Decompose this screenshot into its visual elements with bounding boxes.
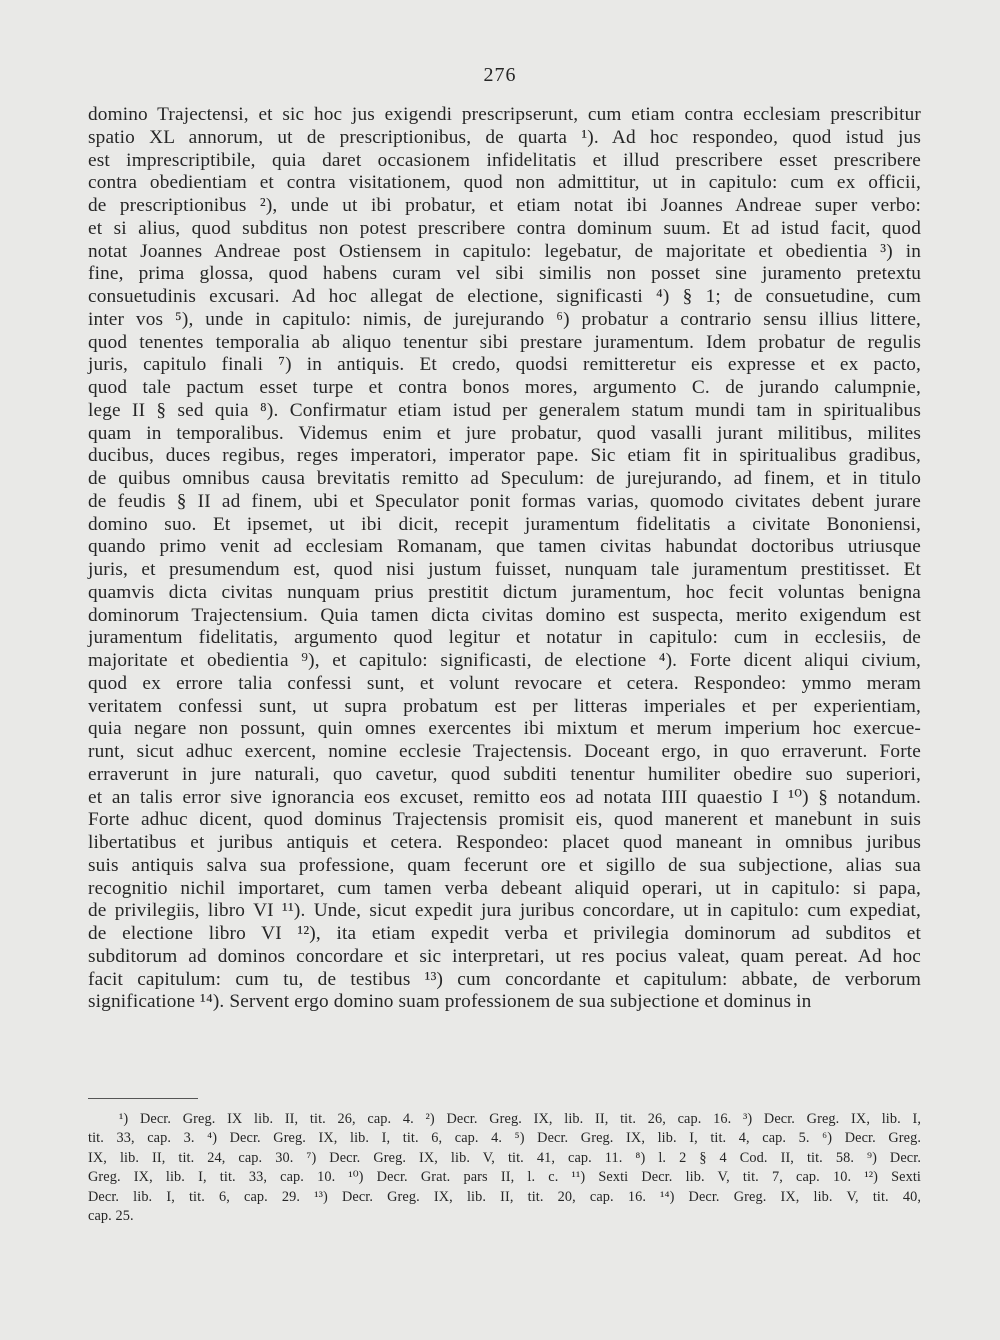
text-line: quia negare non possunt, quin omnes exercentes ibi mixtum et merum imperium hoc exercue- <box>88 718 921 740</box>
text-line: est imprescriptibile, quia daret occasionem infidelitatis et illud prescribere esset prescribere <box>88 149 921 171</box>
text-line: juris, et presumendum est, quod nisi justum fuisset, nunquam tale juramentum prestitisset. Et <box>88 559 921 580</box>
text-line: runt, sicut adhuc exercent, nomine ecclesie Trajectensis. Doceant ergo, in quo erraverunt. Forte <box>88 741 921 762</box>
text-line: consuetudinis excusari. Ad hoc allegat de electione, significasti ⁴) § 1; de consuetudine, cum <box>88 286 921 307</box>
text-line: de electione libro VI ¹²), ita etiam expedit verba et privilegia dominorum ad subditos et <box>88 923 921 944</box>
footnote-line: cap. 25. <box>88 1208 134 1225</box>
text-line: quod tenentes temporalia ab aliquo tenentur sibi prestare juramentum. Idem probatur de regulis <box>88 331 921 353</box>
page-number: 276 <box>483 64 517 86</box>
text-line: libertatibus et juribus antiquis et cetera. Respondeo: placet quod maneant in omnibus juribus <box>88 832 921 853</box>
text-line: domino Trajectensi, et sic hoc jus exigendi prescripserunt, cum etiam contra ecclesiam prescribitur <box>88 104 921 125</box>
text-line: de privilegiis, libro VI ¹¹). Unde, sicut expedit jura juribus concordare, ut in capitulo: cum expediat, <box>88 900 921 922</box>
text-line: quod tale pactum esset turpe et contra bonos mores, argumento C. de jurando calumpnie, <box>88 377 921 398</box>
text-line: subditorum ad dominos concordare et sic interpretari, ut res pocius valeat, quam pereat. Ad hoc <box>88 945 921 967</box>
body-text <box>88 104 921 1014</box>
text-line: ducibus, duces regibus, reges imperatori, imperator pape. Sic etiam fit in spiritualibus gradibus, <box>88 445 921 467</box>
footnote-line: IX, lib. II, tit. 24, cap. 30. ⁷) Decr. Greg. IX, lib. V, tit. 41, cap. 11. ⁸) l. 2 § 4 Cod. II, tit. 58. ⁹) Decr. <box>88 1149 921 1166</box>
text-line: juramentum fidelitatis, argumento quod legitur et notatur in capitulo: cum in ecclesiis, de <box>88 627 921 649</box>
text-line: quando primo venit ad ecclesiam Romanam, que tamen civitas habundat doctoribus utriusque <box>88 536 921 558</box>
text-line: quamvis dicta civitas nunquam prius prestitit dictum juramentum, hoc fecit voluntas benigna <box>88 581 921 603</box>
text-line: spatio XL annorum, ut de prescriptionibus, de quarta ¹). Ad hoc respondeo, quod istud jus <box>88 126 921 148</box>
text-line: et si alius, quod subditus non potest prescribere contra dominum suum. Et ad istud facit, quod <box>88 217 921 239</box>
text-line: et an talis error sive ignorancia eos excuset, remitto eos ad notata IIII quaestio I ¹⁰) § notandum. <box>88 786 921 808</box>
text-line: de prescriptionibus ²), unde ut ibi probatur, et etiam notat ibi Joannes Andreae super verbo: <box>88 195 921 216</box>
text-line: inter vos ⁵), unde in capitulo: nimis, de jurejurando ⁶) probatur a contrario sensu illius littere, <box>88 308 921 330</box>
footnotes <box>88 1110 921 1226</box>
text-line: juris, capitulo finali ⁷) in antiquis. Et credo, quodsi remitteretur eis expresse et ex pacto, <box>88 354 921 376</box>
text-line: significatione ¹⁴). Servent ergo domino suam professionem de sua subjectione et dominus in <box>88 991 812 1013</box>
text-line: notat Joannes Andreae post Ostiensem in capitulo: legebatur, de majoritate et obedientia ³) in <box>88 240 921 262</box>
text-line: veritatem confessi sunt, ut supra probatum est per litteras imperiales et per experientiam, <box>88 695 921 717</box>
text-line: fine, prima glossa, quod habens curam vel sibi similis non posset sine juramento pretextu <box>88 263 921 285</box>
footnote-line: Greg. IX, lib. I, tit. 33, cap. 10. ¹⁰) Decr. Grat. pars II, l. c. ¹¹) Sexti Decr. lib. V, tit. 7, cap. 10. ¹²) Sexti <box>88 1169 921 1186</box>
text-line: dominorum Trajectensium. Quia tamen dicta civitas domino est suspecta, merito exigendum est <box>88 604 921 626</box>
text-line: lege II § sed quia ⁸). Confirmatur etiam istud per generalem statum mundi tam in spiritualibus <box>88 399 921 421</box>
text-line: quam in temporalibus. Videmus enim et jure probatur, quod vasalli jurant militibus, milites <box>88 422 921 444</box>
text-line: contra obedientiam et contra visitationem, quod non admittitur, ut in capitulo: cum ex officii, <box>88 172 921 194</box>
text-line: domino suo. Et ipsemet, ut ibi dicit, recepit juramentum fidelitatis a civitate Bononiensi, <box>88 513 921 535</box>
text-line: majoritate et obedientia ⁹), et capitulo: significasti, de electione ⁴). Forte dicent aliqui civium, <box>88 650 921 671</box>
footnote-line: tit. 33, cap. 3. ⁴) Decr. Greg. IX, lib. I, tit. 6, cap. 4. ⁵) Decr. Greg. IX, lib. I, tit. 4, cap. 5. ⁶) Decr. Greg. <box>88 1130 921 1147</box>
text-line: Forte adhuc dicent, quod dominus Trajectensis promisit eis, quod manerent et manebunt in suis <box>88 809 921 831</box>
footnote-line: ¹) Decr. Greg. IX lib. II, tit. 26, cap. 4. ²) Decr. Greg. IX, lib. II, tit. 26, cap. 16. ³) Decr. Greg. IX, lib. I, <box>119 1111 921 1127</box>
footnote-divider <box>88 1098 198 1099</box>
text-line: recognitio nichil importaret, cum tamen verba debeant aliquid operari, ut in capitulo: si papa, <box>88 877 921 899</box>
text-line: quod ex errore talia confessi sunt, et volunt revocare et cetera. Respondeo: ymmo meram <box>88 672 921 694</box>
text-line: de feudis § II ad finem, ubi et Speculator ponit formas varias, quomodo civitates debent jurare <box>88 490 921 512</box>
text-line: facit capitulum: cum tu, de testibus ¹³) cum concordante et capitulum: abbate, de verborum <box>88 968 921 990</box>
text-line: de quibus omnibus causa brevitatis remitto ad Speculum: de jurejurando, ad finem, et in titulo <box>88 468 921 489</box>
text-line: suis antiquis salva sua professione, quam fecerunt ore et sigillo de sua subjectione, alias sua <box>88 854 921 876</box>
footnote-line: Decr. lib. I, tit. 6, cap. 29. ¹³) Decr. Greg. IX, lib. II, tit. 20, cap. 16. ¹⁴) Decr. Greg. IX, lib. V, tit. 40, <box>88 1188 921 1205</box>
text-line: erraverunt in jure naturali, quo cavetur, quod subditi tenentur humiliter obedire suo superiori, <box>88 763 921 785</box>
